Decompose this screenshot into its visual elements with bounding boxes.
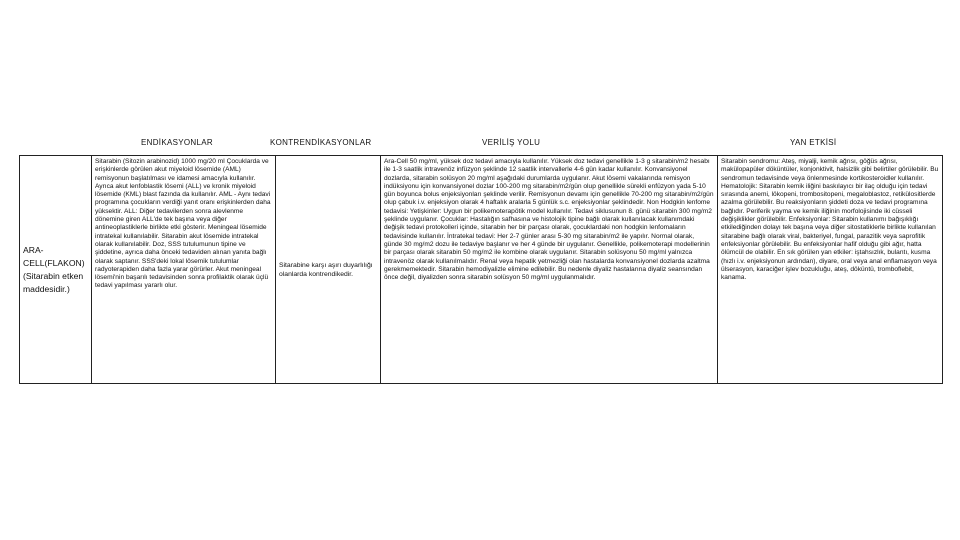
drug-info-table (19, 155, 943, 384)
header-administration: VERİLİŞ YOLU (482, 138, 541, 147)
contraindications-cell: Sitarabine karşı aşırı duyarlılığı olanlarda kontrendikedir. (276, 156, 381, 384)
header-indications: ENDİKASYONLAR (141, 138, 213, 147)
header-side-effects: YAN ETKİSİ (790, 138, 837, 147)
administration-cell: Ara-Cell 50 mg/ml, yüksek doz tedavi amacıyla kullanılır. Yüksek doz tedavi genellikle 1-3 g sitarabin/m2 hesabı ile 1-3 saatlik intravenöz infüzyon şeklinde 12 saatlik intervallerle 4-6 gün kadar kullanılır. Konvansiyonel dozlarda, sitarabin solüsyon 20 mg/ml aşağıdaki durumlarda uygulanır. Akut lösemi vakalarında remisyon indüksiyonu için konvansiyonel dozlar 100-200 mg sitarabin/m2/gün olup genellikle sürekli enfüzyon yada 5-10 gün boyunca bolus enjeksiyonları şeklinde verilir. Remisyonun devamı için genellikle 70-200 mg sitarabin/m2/gün olup çabuk i.v. enjeksiyon olarak 4 haftalık aralarla 5 günlük s.c. enjeksiyonlar şeklindedir. Non Hodgkin lenfome tedavisi: Yetişkinler: Uygun bir polikemoterapötik model kullanılır. Tedavi siklusunun 8. günü sitarabin 300 mg/m2 şeklinde uygulanır. Çocuklar: Hastalığın safhasına ve histolojik tipine bağlı olarak kullanılacak kullanımdaki değişik tedavi protokolleri içinde, sitarabin her bir parçası olarak, çocuklardaki non hodgkin lenfomaların tedavisinde kullanılır. İntratekal tedavi: Her 2-7 günler arası 5-30 mg sitarabin/m2 ile yapılır. Normal olarak, günde 30 mg/m2 dozu ile tedaviye başlanır ve her 4 günde bir uygulanır. Genellikle, polikemoterapi modellerinin bir parçası olarak sitarabin 50 mg/m2 ile kombine olarak uygulanır. Sitarabin solüsyonu 50 mg/ml yalnızca intravenöz olarak kullanılmalıdır. Renal veya hepatik yetmezliği olan hastalarda konvansiyonel dozlarda azaltma gerekmemektedir. Sitarabin hemodiyalizle elimine edilebilir. Bu nedenle diyaliz hastalarına diyaliz seansından önce değil, diyalizden sonra sitarabin solüsyon 50 mg/ml uygulanmalıdır. (381, 156, 718, 384)
header-contraindications: KONTRENDİKASYONLAR (270, 138, 372, 147)
side-effects-cell: Sitarabin sendromu: Ateş, miyalji, kemik ağrısı, göğüs ağrısı, makülopapüler döküntüler, konjonktivit, halsizlik gibi belirtiler görülebilir. Bu sendromun tedavisinde veya önlenmesinde kortikosteroidler kullanılır. Hematolojik: Sitarabin kemik iliğini baskılayıcı bir ilaç olduğu için tedavi sırasında anemi, lökopeni, trombositopeni, megaloblastoz, retikülositlerde azalma görülebilir. Bu reaksiyonların şiddeti doza ve tedavi programına bağlıdır. Periferik yayma ve kemik iliğinin morfolojisinde iki cüsseli değişiklikler görülebilir. Enfeksiyonlar: Sitarabin kullanımı bağışıklığı etkilediğinden dolayı tek başına veya diğer sitostatiklerle birlikte kullanılan sitarabine bağlı olarak viral, bakteriyel, fungal, parazitik veya saprofitik enfeksiyonlar görülebilir. Bu enfeksiyonlar hafif olduğu gibi ağır, hatta ölümcül de olabilir. En sık görülen yan etkiler: iştahsızlık, bulantı, kusma (hızlı i.v. enjeksiyonun ardından), diyare, oral veya anal enflamasyon veya ülserasyon, karaciğer işlev bozukluğu, ateş, döküntü, tromboflebit, kanama. (718, 156, 943, 384)
table-row (20, 156, 943, 384)
indications-cell: Sitarabin (Sitozin arabinozid) 1000 mg/20 ml Çocuklarda ve erişkinlerde görülen akut miyeloid lösemide (AML) remisyonun başlatılması ve idamesi amacıyla kullanılır. Ayrıca akut lenfoblastik lösemi (ALL) ve kronik miyeloid lösemide (KML) blast fazında da kullanılır. AML - Aynı tedavi programına çocukların verdiği yanıt oranı erişkinlerden daha yüksektir. ALL: Diğer tedavilerden sonra alevlenme dönemine giren ALL'de tek başına veya diğer antineoplastiklerle birlikte etki gösterir. Meningeal lösemide intratekal kullanılabilir. Sitarabin akut lösemide intratekal olarak kullanılabilir. Doz, SSS tutulumunun tipine ve şiddetine, ayrıca daha önceki tedaviden alınan yanıta bağlı olarak saptanır. SSS'deki lokal lösemik tutulumlar radyoterapiden daha fazla yarar görürler. Akut meningeal lösemi'nin başarılı tedavisinden sonra profilaktik olarak üçlü tedavi yapılması yararlı olur. (92, 156, 276, 384)
drug-name-cell: ARA-CELL(FLAKON) (Sitarabin etken maddesidir.) (20, 156, 92, 384)
